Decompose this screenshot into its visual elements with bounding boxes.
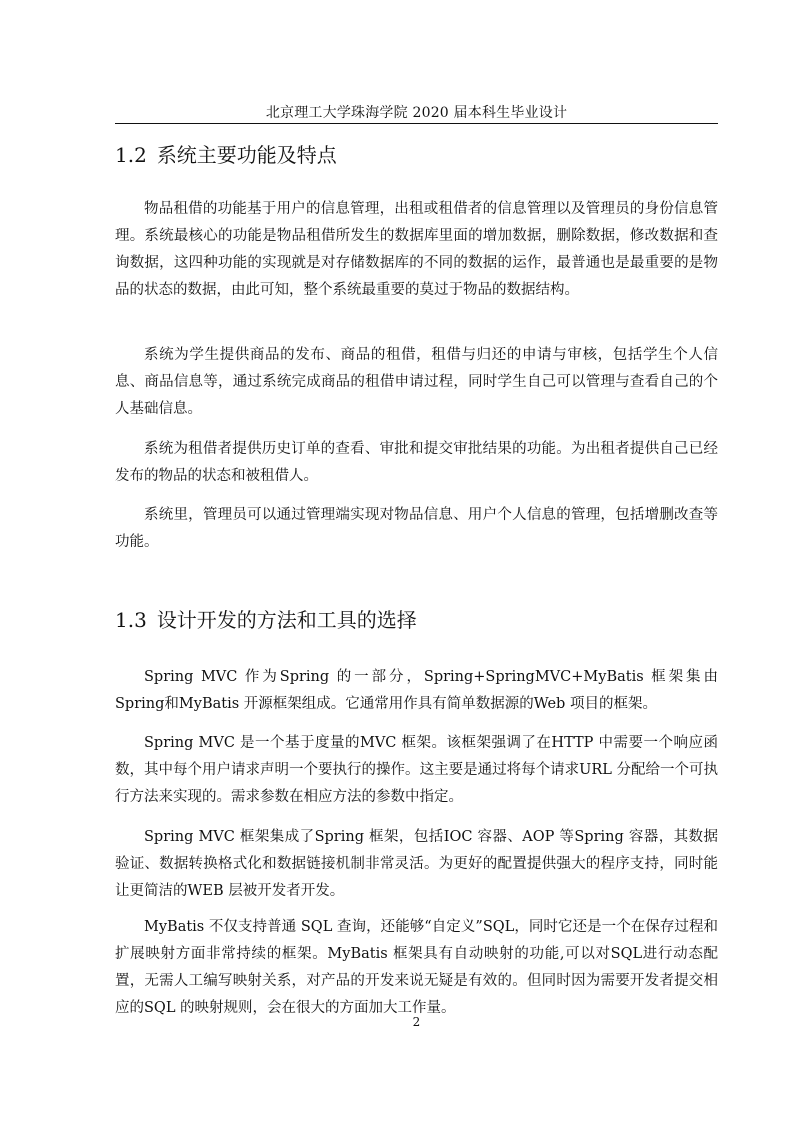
paragraph: 物品租借的功能基于用户的信息管理，出租或租借者的信息管理以及管理员的身份信息管理。系统最核心的功能是物品租借所发生的数据库里面的增加数据，删除数据，修改数据和查询数据，这四种功能的实现就是对存储数据库的不同的数据的运作，最普通也是最重要的是物品的状态的数据，由此可知，整个系统最重要的莫过于物品的数据结构。 xyxy=(115,201,718,298)
paragraph: Spring MVC 框架集成了Spring 框架，包括IOC 容器、AOP 等Spring 容器，其数据验证、数据转换格式化和数据链接机制非常灵活。为更好的配置提供强大的程序支持，同时能让更简洁的WEB 层被开发者开发。 xyxy=(115,829,718,899)
page-number: 2 xyxy=(412,1015,421,1029)
paragraph: MyBatis 不仅支持普通 SQL 查询，还能够“自定义”SQL，同时它还是一个在保存过程和扩展映射方面非常持续的框架。MyBatis 框架具有自动映射的功能,可以对SQL进行动态配置，无需人工编写映射关系，对产品的开发来说无疑是有效的。但同时因为需要开发者提交相应的SQL 的映射规则，会在很大的方面加大工作量。 xyxy=(115,919,718,1016)
section-title: 设计开发的方法和工具的选择 xyxy=(156,608,417,632)
section-number: 1.3 xyxy=(115,608,147,632)
paragraph: 系统为学生提供商品的发布、商品的租借，租借与归还的申请与审核，包括学生个人信息、商品信息等，通过系统完成商品的租借申请过程，同时学生自己可以管理与查看自己的个人基础信息。 xyxy=(115,347,718,417)
paragraph: 系统里，管理员可以通过管理端实现对物品信息、用户个人信息的管理，包括增删改查等功能。 xyxy=(115,507,718,550)
header-rule xyxy=(115,123,718,124)
section-heading-1-3 xyxy=(115,607,417,633)
section-title: 系统主要功能及特点 xyxy=(156,143,337,167)
paragraph: 系统为租借者提供历史订单的查看、审批和提交审批结果的功能。为出租者提供自己已经发布的物品的状态和被租借人。 xyxy=(115,441,718,484)
paragraph: Spring MVC 作为Spring 的一部分，Spring+SpringMVC+MyBatis 框架集由Spring和MyBatis 开源框架组成。它通常用作具有简单数据源的Web 项目的框架。 xyxy=(115,669,718,712)
running-header: 北京理工大学珠海学院 2020 届本科生毕业设计 xyxy=(265,105,568,121)
section-number: 1.2 xyxy=(115,143,147,167)
section-heading-1-2 xyxy=(115,142,337,168)
paragraph: Spring MVC 是一个基于度量的MVC 框架。该框架强调了在HTTP 中需要一个响应函数，其中每个用户请求声明一个要执行的操作。这主要是通过将每个请求URL 分配给一个可执行方法来实现的。需求参数在相应方法的参数中指定。 xyxy=(115,735,718,805)
